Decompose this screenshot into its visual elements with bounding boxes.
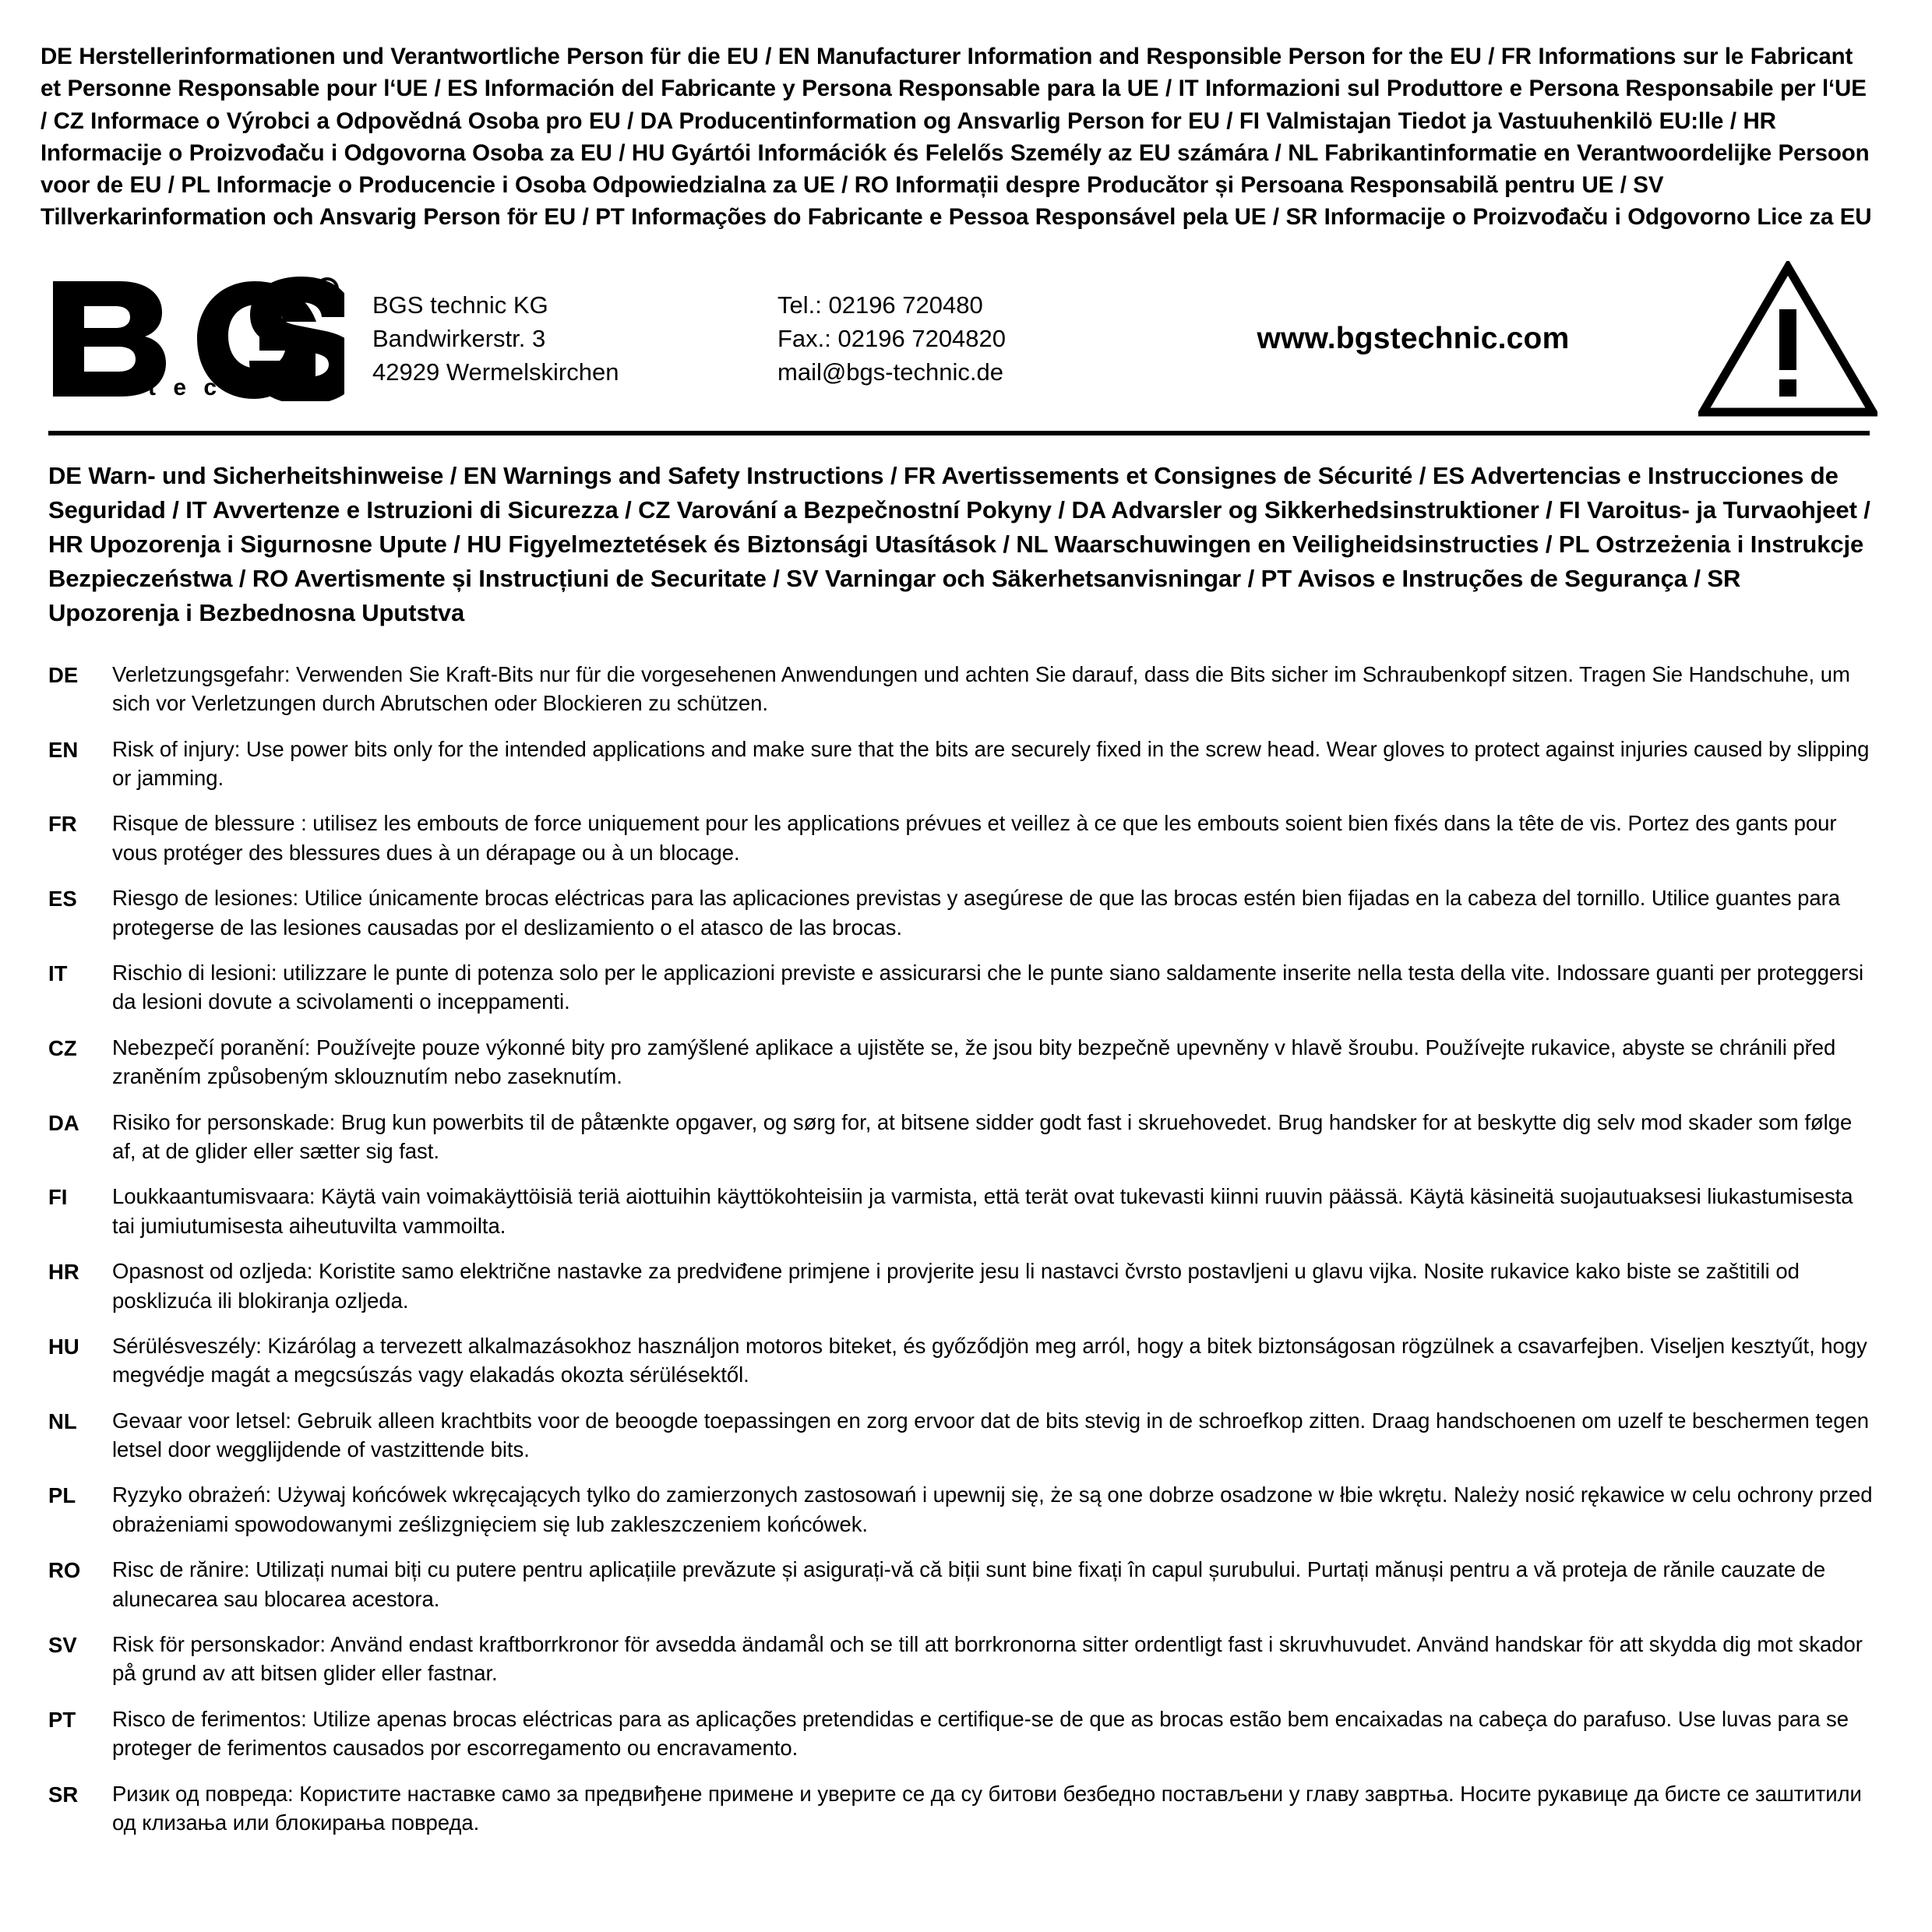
language-code: SR: [48, 1782, 79, 1807]
instruction-text: Riesgo de lesiones: Utilice únicamente brocas eléctricas para las aplicaciones previstas y asegúrese de que las brocas estén bien fijadas en la cabeza del tornillo. Utilice guantes para protegerse de las lesiones causadas por el deslizamiento o el atasco de las brocas.: [112, 886, 1840, 940]
instruction-text: Gevaar voor letsel: Gebruik alleen krachtbits voor de beoogde toepassingen en zorg ervoor dat de bits stevig in de schroefkop zitten. Draag handschoenen om uzelf te beschermen tegen letsel door wegglijdende of vastzittende bits.: [112, 1408, 1869, 1462]
warning-triangle-container: [1683, 261, 1877, 417]
bgs-logo: [48, 277, 360, 401]
list-item: [48, 1630, 1873, 1688]
contact-fax: Fax.: 02196 7204820: [777, 324, 1007, 352]
language-code: PT: [48, 1707, 76, 1732]
list-item: [48, 1555, 1873, 1613]
instruction-text: Nebezpečí poranění: Používejte pouze výkonné bity pro zamýšlené aplikace a ujistěte se, že jsou bity bezpečně upevněny v hlavě šroubu. Používejte rukavice, abyste se chránili před zraněním způsobeným sklouznutím nebo zaseknutím.: [112, 1035, 1836, 1089]
instruction-text: Risk of injury: Use power bits only for the intended applications and make sure that the bits are securely fixed in the screw head. Wear gloves to protect against injuries caused by slipping or jamming.: [112, 736, 1870, 791]
list-item: [48, 1033, 1873, 1091]
list-item: [48, 809, 1873, 867]
website-url: www.bgstechnic.com: [1257, 322, 1570, 356]
warnings-heading: DE Warn- und Sicherheitshinweise / EN Warnings and Safety Instructions / FR Avertissements et Consignes de Sécurité / ES Advertencias e Instrucciones de Seguridad / IT Avvertenze e Istruzioni di Sicurezza / CZ Varování a Bezpečnostní Pokyny / DA Advarsler og Sikkerhedsinstruktioner / FI Varoitus- ja Turvaohjeet / HR Upozorenja i Sigurnosne Upute / HU Figyelmeztetések és Biztonsági Utasítások / NL Waarschuwingen en Veiligheidsinstructies / PL Ostrzeżenia i Instrukcje Bezpieczeństwa / RO Avertismente și Instrucțiuni de Securitate / SV Varningar och Säkerhetsanvisningar / PT Avisos e Instruções de Segurança / SR Upozorenja i Bezbednosna Uputstva: [48, 461, 1870, 626]
language-code: PL: [48, 1483, 76, 1508]
language-code: HU: [48, 1334, 79, 1359]
instruction-text: Rischio di lesioni: utilizzare le punte di potenza solo per le applicazioni previste e assicurarsi che le punte siano saldamente inserite nella testa della vite. Indossare guanti per proteggersi da lesioni dovute a scivolamenti o inceppamenti.: [112, 960, 1864, 1014]
instruction-text: Verletzungsgefahr: Verwenden Sie Kraft-Bits nur für die vorgesehenen Anwendungen und achten Sie darauf, dass die Bits sicher im Schraubenkopf sitzen. Tragen Sie Handschuhe, um sich vor Verletzungen durch Abrutschen oder Blockieren zu schützen.: [112, 661, 1850, 716]
instruction-text: Risk för personskador: Använd endast kraftborrkronor för avsedda ändamål och se till att borrkronorna sitter ordentligt fast i skruvhuvudet. Använd handskar för att skydda dig mot skador på grund av att bitsen glider eller fastnar.: [112, 1632, 1863, 1686]
manufacturer-block: [41, 256, 1877, 423]
list-item: [48, 735, 1873, 793]
company-street: Bandwirkerstr. 3: [372, 324, 546, 352]
company-city: 42929 Wermelskirchen: [372, 358, 619, 386]
instruction-text: Risque de blessure : utilisez les embouts de force uniquement pour les applications prévues et veillez à ce que les embouts soient bien fixés dans la tête de vis. Portez des gants pour vous protéger des blessures dues à un dérapage ou à un blocage.: [112, 811, 1837, 865]
language-code: DE: [48, 662, 79, 687]
language-code: CZ: [48, 1035, 77, 1060]
language-code: RO: [48, 1558, 81, 1583]
contact-email: mail@bgs-technic.de: [777, 358, 1003, 386]
list-item: [48, 1480, 1873, 1539]
language-code: HR: [48, 1260, 79, 1285]
language-code: FR: [48, 812, 77, 837]
instruction-text: Risiko for personskade: Brug kun powerbits til de påtænkte opgaver, og sørg for, at bitsene sidder godt fast i skruehovedet. Brug handsker for at beskytte dig selv mod skader som følge af, at de glider eller sætter sig fast.: [112, 1109, 1853, 1163]
list-item: [48, 1779, 1873, 1838]
contact-telephone: Tel.: 02196 720480: [777, 291, 983, 319]
language-code: FI: [48, 1185, 68, 1210]
warning-triangle-icon: [1698, 261, 1877, 417]
svg-text:t e c h n i c: t e c h n i c: [148, 375, 340, 401]
list-item: [48, 883, 1873, 942]
manufacturer-info-heading: DE Herstellerinformationen und Verantwortliche Person für die EU / EN Manufacturer Information and Responsible Person for the EU / FR Informations sur le Fabricant et Personne Responsable pour l‘UE / ES Información del Fabricante y Persona Responsable para la UE / IT Informazioni sul Produttore e Persona Responsabile per l‘UE / CZ Informace o Výrobci a Odpovědná Osoba pro EU / DA Producentinformation og Ansvarlig Person for EU / FI Valmistajan Tiedot ja Vastuuhenkilö EU:lle / HR Informacije o Proizvođaču i Odgovorna Osoba za EU / HU Gyártói Információk és Felelős Személy az EU számára / NL Fabrikantinformatie en Verantwoordelijke Persoon voor de EU / PL Informacje o Producencie i Osoba Odpowiedzialna za UE / RO Informații despre Producător și Persoana Responsabilă pentru UE / SV Tillverkarinformation och Ansvarig Person för EU / PT Informações do Fabricante e Pessoa Responsável pela UE / SR Informacije o Proizvođaču i Odgovorno Lice za EU: [41, 44, 1872, 231]
language-code: ES: [48, 887, 77, 911]
list-item: [48, 958, 1873, 1017]
list-item: [48, 1705, 1873, 1763]
language-code: SV: [48, 1633, 77, 1658]
manufacturer-contact: [777, 289, 1144, 389]
company-name: BGS technic KG: [372, 291, 548, 319]
list-item: [48, 1108, 1873, 1166]
list-item: [48, 1182, 1873, 1240]
list-item: [48, 1406, 1873, 1465]
instruction-text: Ryzyko obrażeń: Używaj końcówek wkręcających tylko do zamierzonych zastosowań i upewnij się, że są one dobrze osadzone w łbie wkrętu. Należy nosić rękawice w celu ochrony przed obrażeniami spowodowanymi ześlizgnięciem się lub zakleszczeniem końcówek.: [112, 1482, 1873, 1536]
language-code: IT: [48, 961, 68, 985]
instruction-text: Ризик од повреда: Користите наставке само за предвиђене примене и уверите се да су битови безбедно постављени у главу завртња. Носите рукавице да бисте се заштитили од клизања или блокирања повреда.: [112, 1781, 1862, 1835]
language-code: EN: [48, 737, 79, 762]
instruction-text: Risco de ferimentos: Utilize apenas brocas eléctricas para as aplicações pretendidas e certifique-se de que as brocas estão bem encaixadas na cabeça do parafuso. Use luvas para se proteger de ferimentos causados por escorregamento ou encravamento.: [112, 1706, 1849, 1761]
list-item: [48, 1331, 1873, 1390]
language-code: NL: [48, 1408, 77, 1433]
manufacturer-address: [360, 289, 777, 389]
instruction-text: Sérülésveszély: Kizárólag a tervezett alkalmazásokhoz használjon motoros biteket, és győződjön meg arról, hogy a bitek biztonságosan rögzülnek a csavarfejben. Viseljen kesztyűt, hogy megvédje magát a megcsúszás vagy elakadás okozta sérülésektől.: [112, 1333, 1867, 1387]
instruction-text: Opasnost od ozljeda: Koristite samo električne nastavke za predviđene primjene i provjerite jesu li nastavci čvrsto postavljeni u glavu vijka. Nosite rukavice kako biste se zaštitili od posklizuća ili blokiranja ozljeda.: [112, 1259, 1800, 1313]
list-item: [48, 660, 1873, 718]
svg-text:R: R: [322, 282, 333, 298]
instruction-text: Loukkaantumisvaara: Käytä vain voimakäyttöisiä teriä aiottuihin käyttökohteisiin ja varmista, että terät ovat tukevasti kiinni ruuvin päässä. Käytä käsineitä suojautuaksesi liukastumisesta tai jumiutumisesta aiheutuvilta vammoilta.: [112, 1184, 1853, 1238]
language-code: DA: [48, 1110, 79, 1135]
section-divider: [48, 431, 1870, 435]
list-item: [48, 1257, 1873, 1315]
instructions-list: [48, 660, 1873, 1838]
instruction-text: Risc de rănire: Utilizați numai biți cu putere pentru aplicațiile prevăzute și asigurați-vă că biții sunt bine fixați în capul șurubului. Purtați mănuși pentru a vă proteja de rănile cauzate de alunecarea sau blocarea acestora.: [112, 1557, 1826, 1611]
